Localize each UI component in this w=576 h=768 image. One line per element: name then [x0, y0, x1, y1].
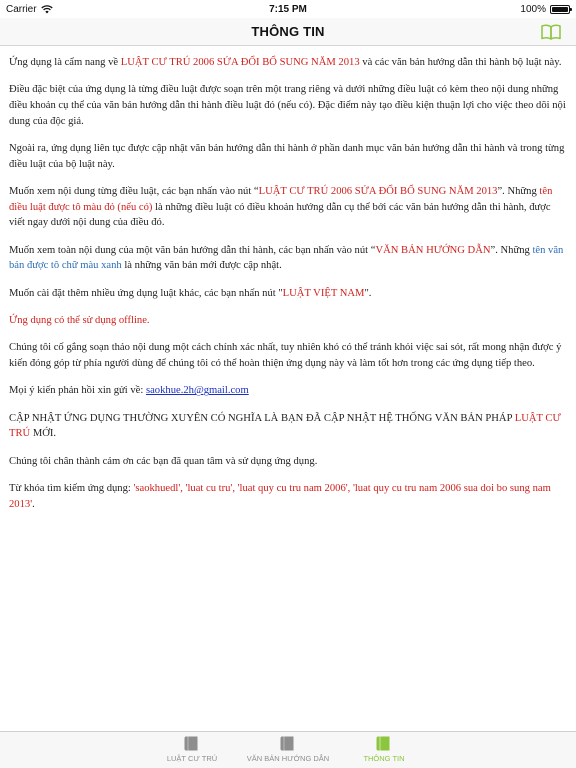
- text-span: Từ khóa tìm kiếm ứng dụng:: [9, 483, 134, 495]
- contact-paragraph: [9, 383, 566, 399]
- text-span: Muốn xem toàn nội dung của một văn bản hướng dẫn thi hành, các bạn nhấn vào nút “: [9, 244, 376, 256]
- text-span: Muốn xem nội dung từng điều luật, các bạn nhấn vào nút “: [9, 185, 259, 197]
- carrier-label: Carrier: [6, 3, 37, 15]
- status-bar: [0, 0, 576, 18]
- intro-paragraph: [9, 55, 566, 71]
- more-apps-paragraph: [9, 286, 566, 302]
- text-span: và các văn bản hướng dẫn thi hành bộ luật này.: [359, 57, 562, 68]
- keywords-paragraph: [9, 481, 566, 512]
- tab-label: THÔNG TIN: [363, 754, 405, 763]
- info-content: [0, 47, 576, 731]
- battery-icon: [550, 5, 570, 14]
- text-span: Muốn cài đặt thêm nhiều ứng dụng luật khác, các bạn nhấn nút ": [9, 287, 283, 299]
- residence-law-highlight: LUẬT CƯ TRÚ: [9, 412, 561, 440]
- wifi-icon: [41, 5, 53, 14]
- law-title-highlight: LUẬT CƯ TRÚ 2006 SỬA ĐỔI BỔ SUNG NĂM 2013: [120, 57, 360, 68]
- tab-label: VĂN BẢN HƯỚNG DẪN: [246, 754, 330, 763]
- vietnam-law-highlight: LUẬT VIỆT NAM: [282, 287, 365, 299]
- text-span: ".: [364, 287, 372, 299]
- update-paragraph: Ngoài ra, ứng dụng liên tục được cập nhật văn bản hướng dẫn thi hành ở phần danh mục văn bản hướng dẫn thi hành và trong từng điều luật của bộ luật này.: [9, 142, 565, 170]
- status-left: [6, 4, 53, 15]
- text-span: CẬP NHẬT ỨNG DỤNG THƯỜNG XUYÊN CÓ NGHĨA LÀ BẠN ĐÃ CẬP NHẬT HỆ THỐNG VĂN BẢN PHÁP: [9, 412, 515, 424]
- book-button[interactable]: [540, 21, 562, 43]
- text-span: là những văn bản mới được cập nhật.: [121, 260, 282, 272]
- page-title: THÔNG TIN: [251, 24, 325, 39]
- red-article-highlight: tên điều luật được tô màu đỏ (nếu có): [9, 185, 553, 213]
- book-icon: [375, 735, 393, 752]
- email-link[interactable]: saokhue.2h@gmail.com: [145, 385, 249, 397]
- tab-label: LUẬT CƯ TRÚ: [166, 754, 218, 763]
- feature-paragraph: Điều đặc biệt của ứng dụng là từng điều luật được soạn trên một trang riêng và dưới những điều luật có kèm theo nội dung những điều khoản cụ thể của văn bản hướng dẫn thi hành điều luật đó (nếu có). Đặc điểm này tạo điều kiện thuận lợi cho việc theo dõi nội dung của độc giả.: [9, 84, 566, 127]
- text-span: Ứng dụng là cẩm nang về: [9, 57, 121, 68]
- text-span: .: [32, 498, 35, 510]
- text-span: ”. Những: [497, 185, 540, 197]
- tab-bar: [0, 731, 576, 768]
- law-button-paragraph: [9, 184, 566, 231]
- book-icon: [279, 735, 297, 752]
- text-span: Mọi ý kiến phản hồi xin gửi về:: [9, 385, 146, 397]
- navigation-bar: [0, 18, 576, 46]
- text-span: là những điều luật có điều khoản hướng dẫn cụ thể bởi các văn bản hướng dẫn thi hành, được viết ngay dưới nội dung của điều đó.: [9, 201, 551, 229]
- text-span: MỚI.: [30, 428, 57, 440]
- thanks-paragraph: Chúng tôi chân thành cảm ơn các bạn đã quan tâm và sử dụng ứng dụng.: [9, 455, 318, 467]
- guide-button-highlight: VĂN BẢN HƯỚNG DẪN: [375, 244, 491, 256]
- keywords-highlight: 'saokhuedl', 'luat cu tru', 'luat quy cu tru nam 2006', 'luat quy cu tru nam 2006 sua doi bo sung nam 2013': [9, 483, 551, 510]
- update-notice-paragraph: [9, 411, 566, 442]
- tab-luat-cu-tru[interactable]: [151, 732, 233, 768]
- status-time: 7:15 PM: [269, 3, 307, 15]
- guide-button-paragraph: [9, 243, 566, 274]
- text-span: ”. Những: [490, 244, 533, 256]
- blue-document-highlight: tên văn bản được tô chữ màu xanh: [9, 244, 564, 272]
- tab-van-ban-huong-dan[interactable]: [247, 732, 329, 768]
- book-icon: [183, 735, 201, 752]
- battery-fill: [552, 7, 568, 12]
- battery-percent: 100%: [520, 3, 546, 15]
- feedback-request-paragraph: Chúng tôi cố gắng soạn thảo nội dung một cách chính xác nhất, tuy nhiên khó có thể tránh khỏi việc sai sót, rất mong nhận được ý kiến đóng góp từ phía người dùng để chúng tôi có thể hoàn thiện ứng dụng này và làm tốt hơn trong các ứng dụng tiếp theo.: [9, 342, 562, 369]
- book-icon: [541, 24, 561, 40]
- tab-thong-tin[interactable]: [343, 732, 425, 768]
- offline-note: Ứng dụng có thể sử dụng offline.: [9, 314, 150, 326]
- status-right: [520, 4, 570, 15]
- law-button-highlight: LUẬT CƯ TRÚ 2006 SỬA ĐỔI BỔ SUNG NĂM 2013: [258, 185, 498, 197]
